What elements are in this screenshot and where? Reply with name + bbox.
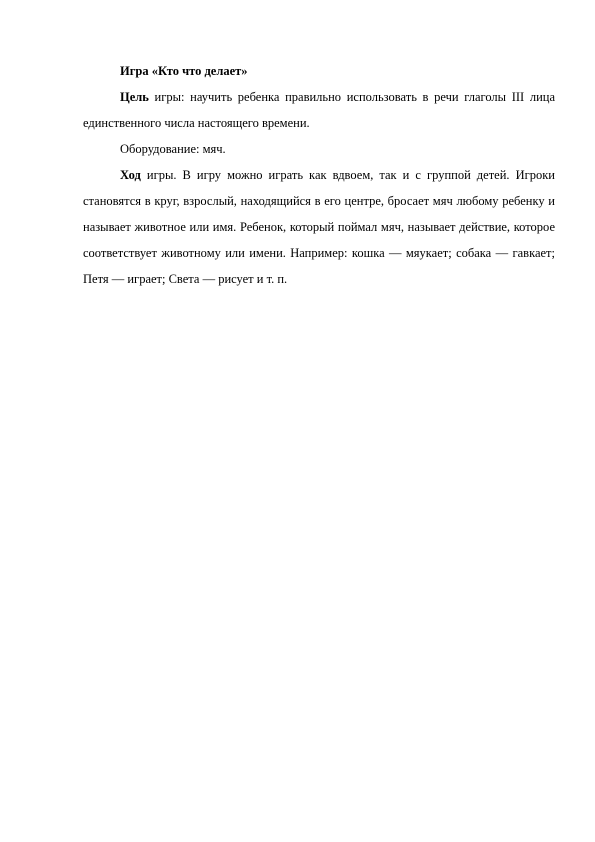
goal-label: Цель — [120, 90, 149, 104]
process-label: Ход — [120, 168, 141, 182]
process-text: игры. В игру можно играть как вдвоем, так и с группой детей. Игроки становятся в круг, взрослый, находящийся в его центре, бросает мяч любому ребенку и называет животное или имя. Ребенок, который поймал мяч, называет действие, которое соответствует животному или имени. Например: кошка — мяукает; собака — гавкает; Петя — играет; Света — рисует и т. п. — [83, 168, 555, 286]
equipment-paragraph: Оборудование: мяч. — [120, 142, 226, 156]
document-body — [83, 58, 555, 292]
goal-paragraph — [83, 84, 555, 136]
game-title: Игра «Кто что делает» — [120, 64, 248, 78]
process-paragraph — [83, 162, 555, 292]
goal-text: игры: научить ребенка правильно использовать в речи глаголы III лица единственного числа настоящего времени. — [83, 90, 555, 130]
